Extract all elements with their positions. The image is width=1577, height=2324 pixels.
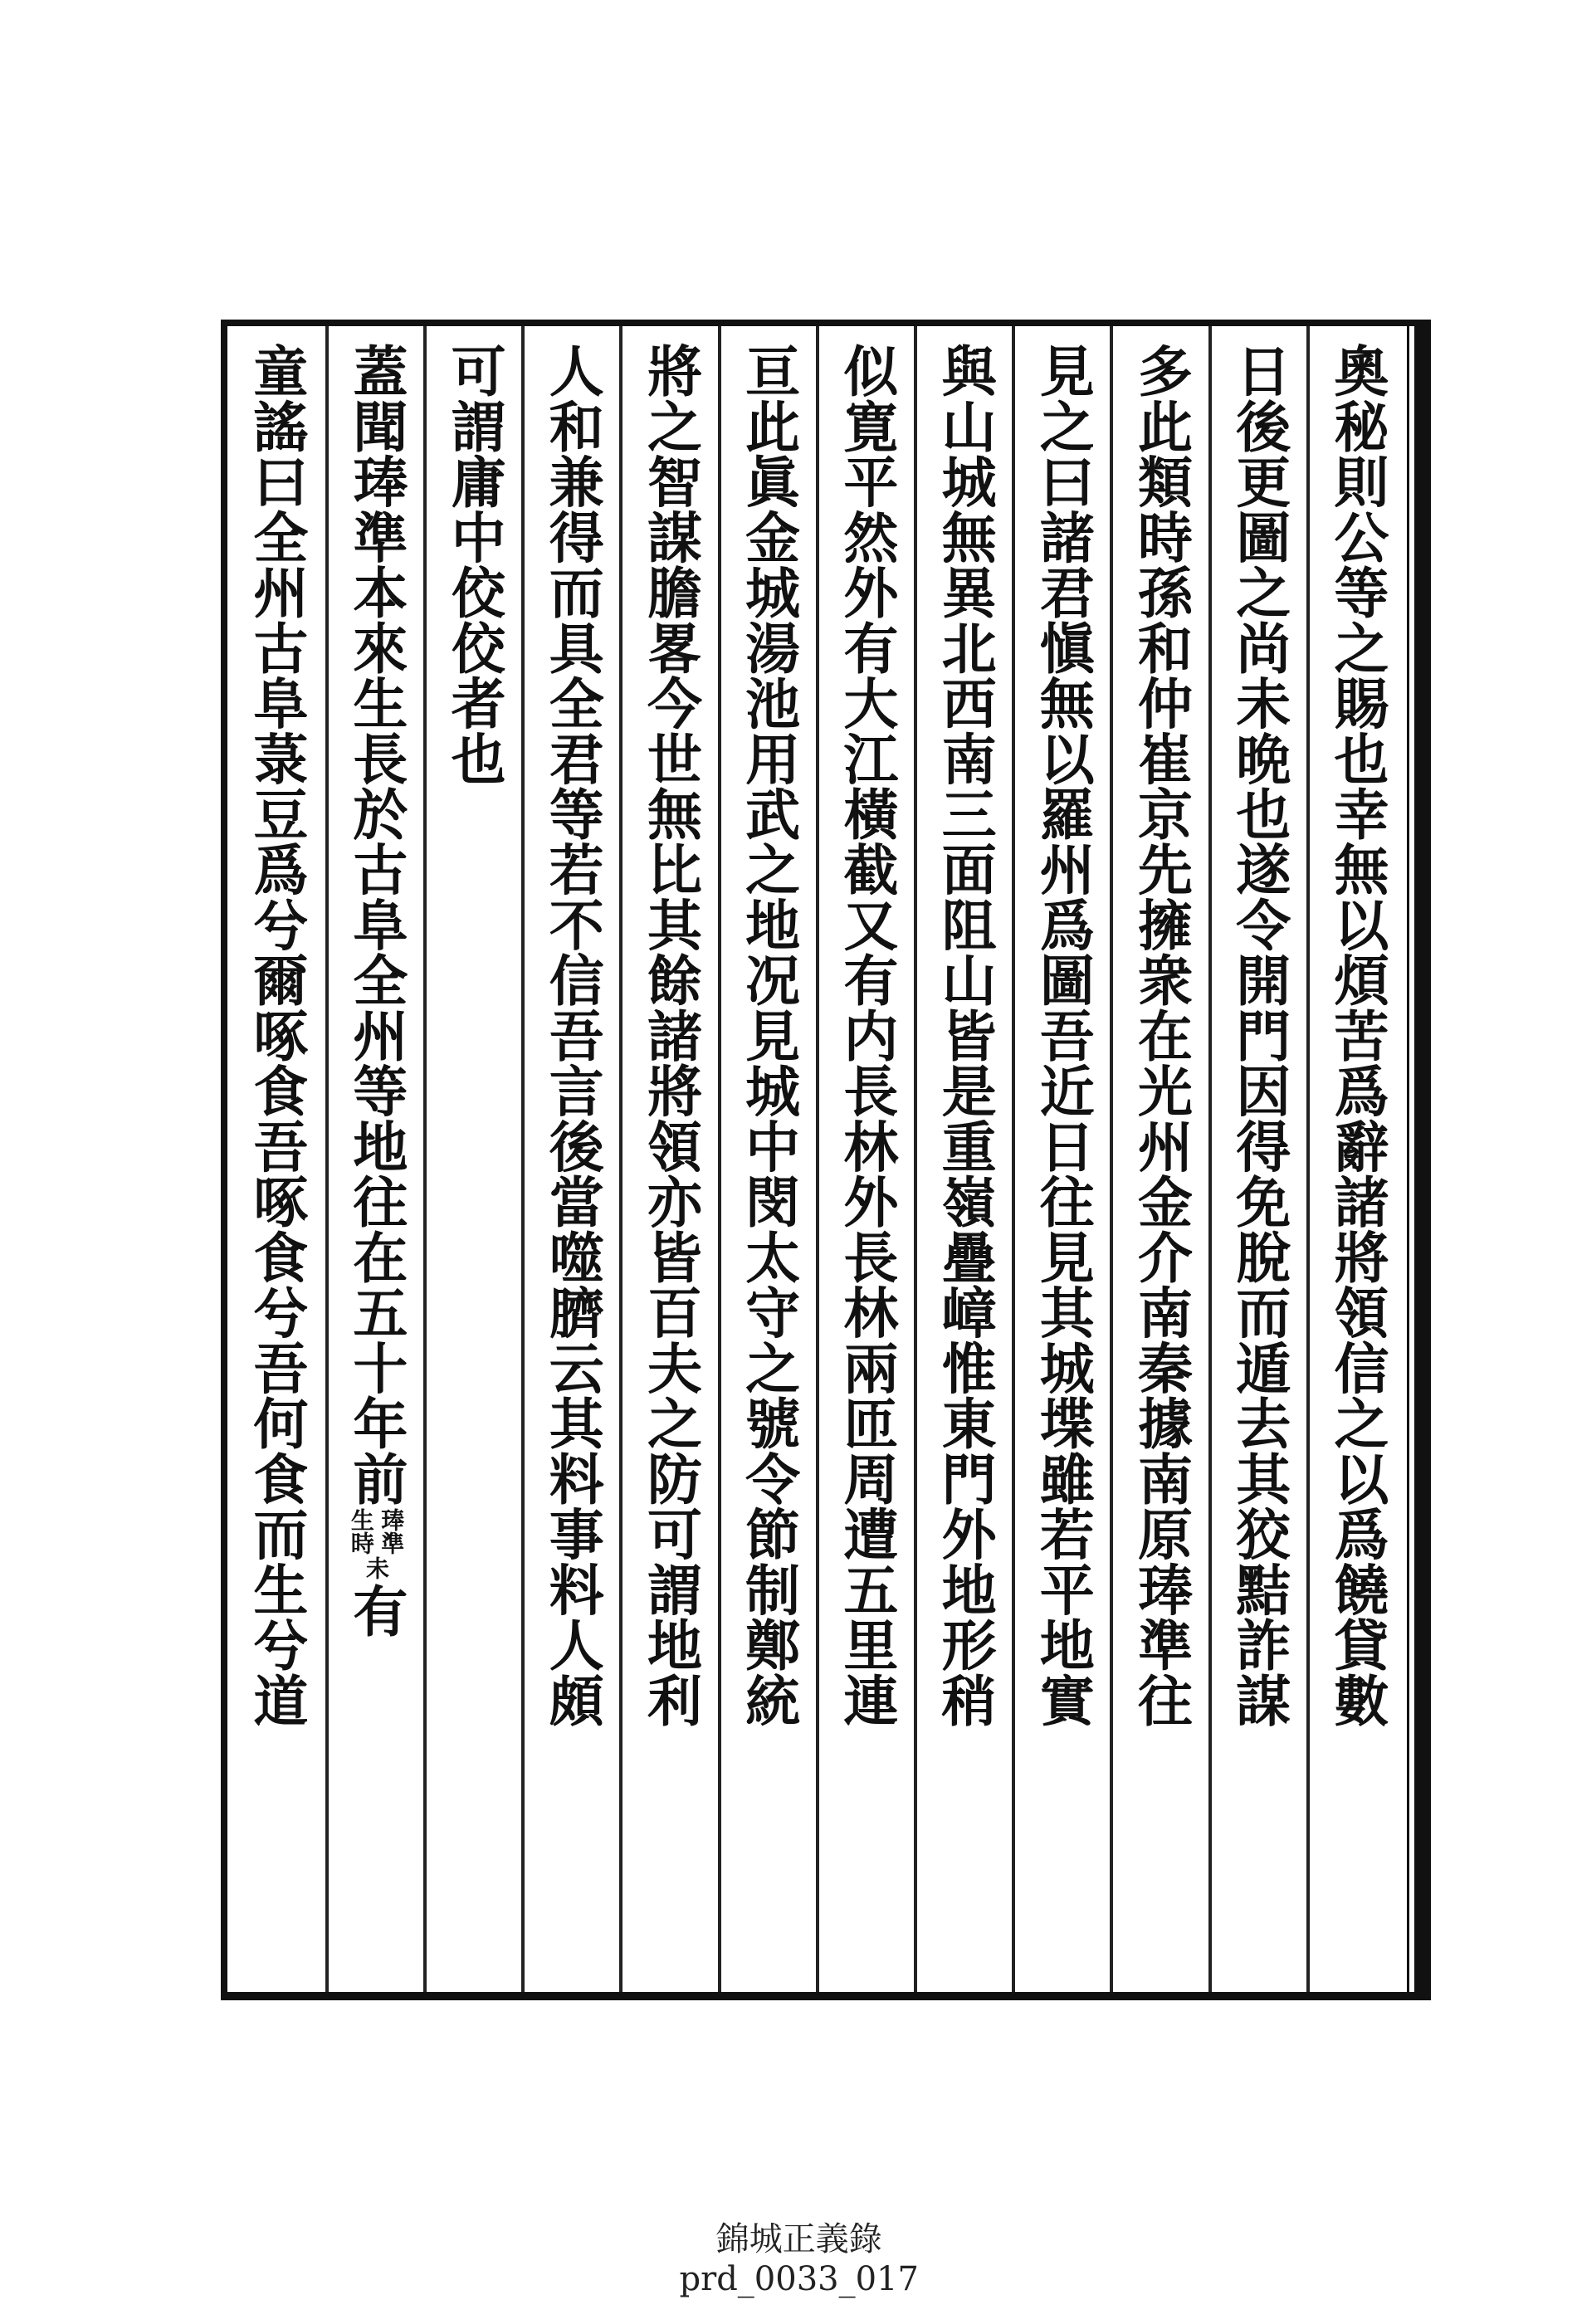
text-column-1 bbox=[1306, 326, 1404, 1992]
book-title: 錦城正義錄 bbox=[715, 2220, 882, 2258]
text-column-9 bbox=[521, 326, 619, 1992]
column-text-8: 將之智謀膽畧今世無比其餘諸將領亦皆百夫之防可謂地利 bbox=[637, 343, 703, 1728]
text-column-5 bbox=[914, 326, 1012, 1992]
page-identifier: prd_0033_017 bbox=[679, 2260, 919, 2298]
note-line-right: 琫準 bbox=[378, 1507, 406, 1555]
column-text-9: 人和兼得而具全君等若不信吾言後當噬臍云其料事料人頗 bbox=[540, 343, 605, 1728]
column-text-7: 亘此眞金城湯池用武之地况見城中閔太守之號令節制鄭統 bbox=[735, 343, 801, 1728]
column-text-11: 蓋聞琫準本來生長於古阜全州等地往在五十年前 bbox=[343, 343, 408, 1506]
text-column-7 bbox=[718, 326, 816, 1992]
note-pair bbox=[347, 1506, 406, 1555]
column-text-10: 可謂庸中佼佼者也 bbox=[442, 343, 507, 786]
text-columns bbox=[227, 326, 1404, 1992]
text-column-10 bbox=[423, 326, 521, 1992]
text-column-3 bbox=[1110, 326, 1208, 1992]
note-line-left: 生時 bbox=[347, 1507, 375, 1555]
interlinear-note bbox=[343, 1506, 408, 1638]
column-text-2: 日後更圖之尚未晩也遂令開門因得免脫而遁去其狡黠詐謀 bbox=[1226, 343, 1291, 1728]
text-column-6 bbox=[816, 326, 914, 1992]
page-frame bbox=[221, 320, 1431, 2000]
column-text-1: 奧秘則公等之賜也幸無以煩苦爲辭諸將領信之以爲饒貸數 bbox=[1324, 343, 1389, 1728]
text-column-11 bbox=[325, 326, 423, 1992]
text-column-2 bbox=[1208, 326, 1306, 1992]
column-text-4: 見之曰諸君愼無以羅州爲圖吾近日往見其城堞雖若平地實 bbox=[1030, 343, 1096, 1728]
column-text-6: 似寛平然外有大江橫截又有内長林外長林兩匝周遭五里連 bbox=[833, 343, 899, 1728]
column-text-3: 多此類時孫和仲崔京先擁衆在光州金介南秦據南原琫準往 bbox=[1128, 343, 1194, 1728]
text-column-4 bbox=[1012, 326, 1110, 1992]
note-after: 未 bbox=[362, 1555, 390, 1579]
column-text-5: 與山城無異北西南三面阻山皆是重嶺疊嶂惟東門外地形稍 bbox=[932, 343, 998, 1728]
text-column-8 bbox=[619, 326, 717, 1992]
page-footer bbox=[0, 2175, 1577, 2298]
note-tail-char: 有 bbox=[343, 1582, 408, 1638]
column-text-12: 童謠曰全州古阜菉豆爲兮爾啄食吾啄食兮吾何食而生兮道 bbox=[243, 343, 309, 1728]
text-column-12 bbox=[227, 326, 325, 1992]
